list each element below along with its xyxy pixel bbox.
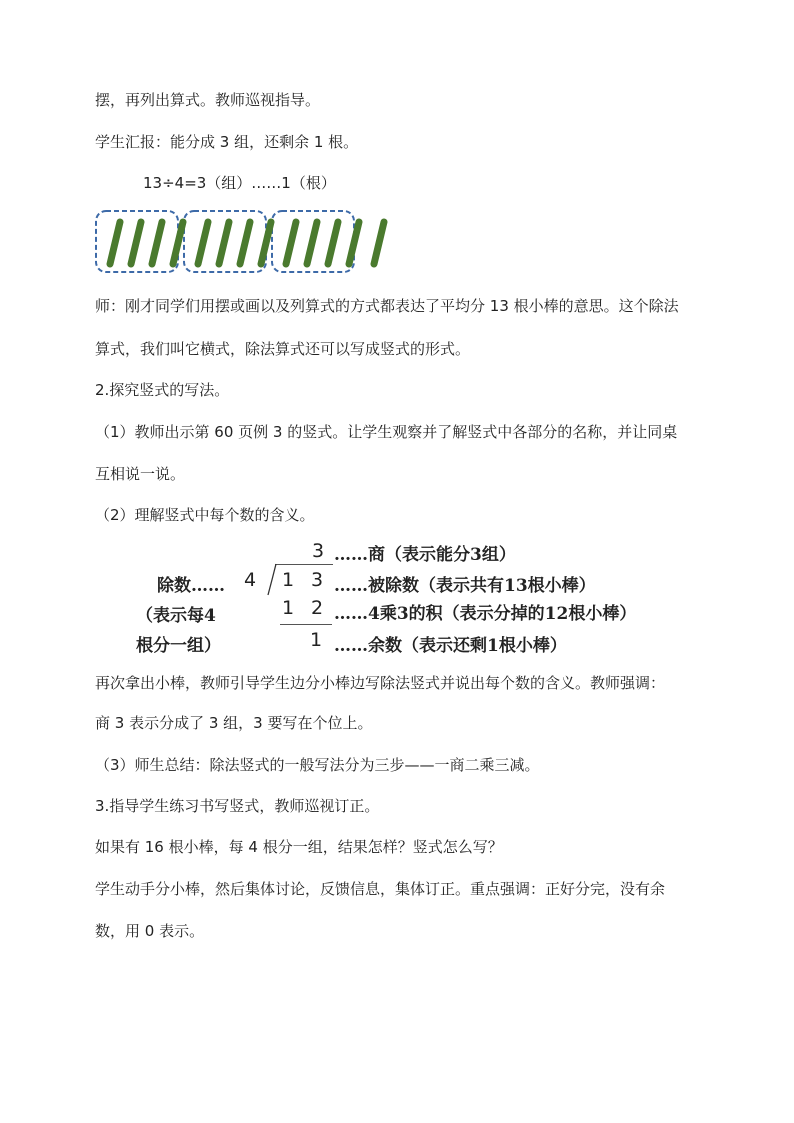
text-line-2: 学生汇报：能分成 3 组，还剩余 1 根。 [95, 133, 359, 151]
text-line-6: （1）教师出示第 60 页例 3 的竖式。让学生观察并了解竖式中各部分的名称，并让同桌 [95, 423, 678, 441]
stick [131, 222, 141, 264]
section-heading-3: 3.指导学生练习书写竖式，教师巡视订正。 [95, 797, 380, 815]
divisor-label: 除数…… [157, 576, 225, 596]
stick [286, 222, 296, 264]
text-line-14: 学生动手分小棒，然后集体讨论，反馈信息，集体订正。重点强调：正好分完，没有余 [95, 880, 666, 898]
text-line-13: 如果有 16 根小棒，每 4 根分一组，结果怎样？竖式怎么写？ [95, 838, 503, 856]
dividend-tens: 1 [282, 569, 295, 591]
stick [261, 222, 271, 264]
text-line-8: （2）理解竖式中每个数的含义。 [95, 506, 315, 524]
remainder-stick [374, 222, 384, 264]
stick [110, 222, 120, 264]
dividend-note: ……被除数（表示共有13根小棒） [334, 576, 596, 596]
text-line-4: 算式，我们叫它横式，除法算式还可以写成竖式的形式。 [95, 340, 471, 358]
dividend-ones: 3 [311, 569, 324, 591]
divisor-note-line2: 根分一组） [136, 636, 221, 656]
text-line-7: 互相说一说。 [95, 465, 186, 483]
remainder-digit: 1 [310, 629, 323, 651]
division-bracket [266, 563, 278, 597]
stick [219, 222, 229, 264]
stick [173, 222, 183, 264]
stick [152, 222, 162, 264]
stick [240, 222, 250, 264]
product-ones: 2 [311, 597, 324, 619]
subtraction-line [280, 624, 332, 625]
divisor-digit: 4 [244, 569, 257, 591]
text-line-3: 师：刚才同学们用摆或画以及列算式的方式都表达了平均分 13 根小棒的意思。这个除法 [95, 297, 679, 315]
quotient-note: ……商（表示能分3组） [334, 545, 516, 565]
stick [328, 222, 338, 264]
division-bar [275, 564, 333, 565]
text-line-1: 摆，再列出算式。教师巡视指导。 [95, 91, 321, 109]
text-line-10: 商 3 表示分成了 3 组，3 要写在个位上。 [95, 714, 373, 732]
stick [307, 222, 317, 264]
text-line-11: （3）师生总结：除法竖式的一般写法分为三步——一商二乘三减。 [95, 756, 540, 774]
text-line-15: 数，用 0 表示。 [95, 922, 205, 940]
stick [349, 222, 359, 264]
product-tens: 1 [282, 597, 295, 619]
quotient-digit: 3 [312, 540, 325, 562]
product-note: ……4乘3的积（表示分掉的12根小棒） [334, 604, 637, 624]
remainder-note: ……余数（表示还剩1根小棒） [334, 636, 567, 656]
division-equation: 13÷4=3（组）……1（根） [143, 174, 336, 192]
section-heading-2: 2.探究竖式的写法。 [95, 381, 230, 399]
stick [198, 222, 208, 264]
divisor-note-line1: （表示每4 [136, 606, 216, 626]
sticks-illustration [92, 208, 392, 278]
text-line-9: 再次拿出小棒，教师引导学生边分小棒边写除法竖式并说出每个数的含义。教师强调： [95, 674, 666, 692]
